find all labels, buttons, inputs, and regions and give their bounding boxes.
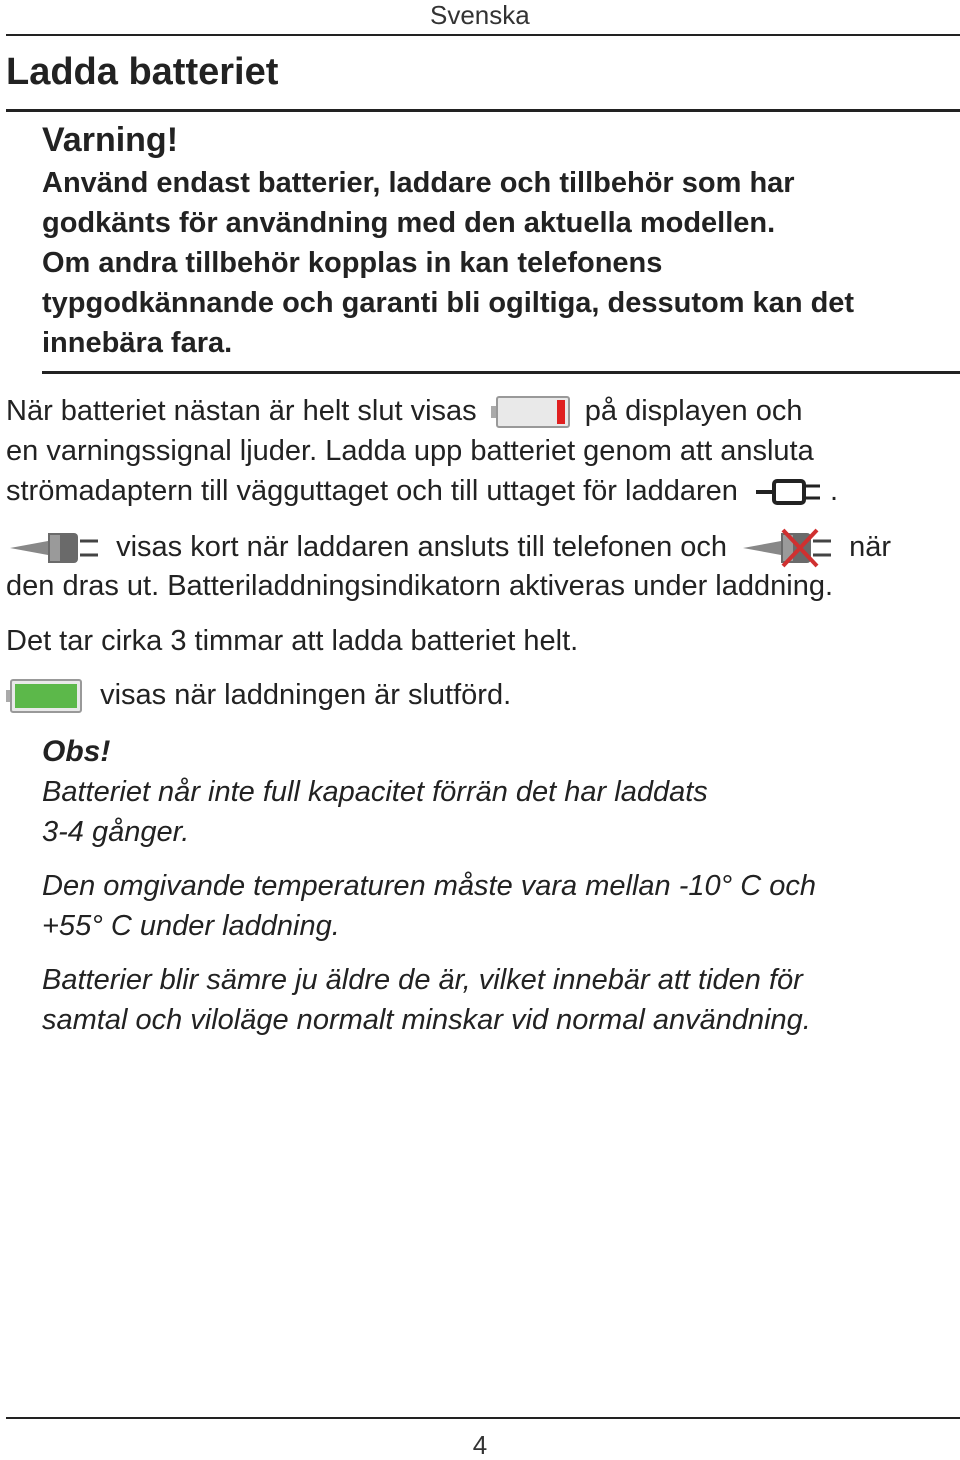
warning-heading: Varning! (42, 121, 179, 159)
plug-disconnected-icon (743, 528, 835, 568)
charger-line-1: visas kort när laddaren ansluts till telefonen och när (10, 527, 891, 568)
charger-socket-icon (756, 478, 828, 506)
charger-line-2: den dras ut. Batteriladdningsindikatorn aktiveras under laddning. (6, 570, 834, 602)
warning-line: Om andra tillbehör kopplas in kan telefonens (42, 247, 663, 279)
notes-heading: Obs! (42, 735, 111, 768)
charge-time: Det tar cirka 3 timmar att ladda batteriet helt. (6, 625, 579, 657)
low-battery-line-3: strömadaptern till vägguttaget och till uttaget för laddaren . (6, 475, 839, 507)
full-battery-line: visas när laddningen är slutförd. (6, 675, 511, 715)
page-number: 4 (472, 1430, 488, 1460)
note-1: Batteriet når inte full kapacitet förrän det har laddats 3-4 gånger. (42, 776, 708, 848)
note-2: Den omgivande temperaturen måste vara mellan -10° C och +55° C under laddning. (42, 870, 817, 942)
battery-full-icon (6, 678, 82, 714)
warning-line: innebära fara. (42, 327, 233, 359)
header-rule (6, 34, 960, 36)
low-battery-line-1: När batteriet nästan är helt slut visas på displayen och (6, 391, 802, 431)
footer-rule (6, 1417, 960, 1419)
warning-line: typgodkännande och garanti bli ogiltiga, dessutom kan det (42, 287, 855, 319)
warning-line: godkänts för användning med den aktuella modellen. (42, 207, 776, 239)
low-battery-line-2: en varningssignal ljuder. Ladda upp batteriet genom att ansluta (6, 435, 814, 467)
warning-rule (42, 371, 960, 374)
note-3: Batterier blir sämre ju äldre de är, vilket innebär att tiden för samtal och viloläge normalt minskar vid normal användning. (42, 964, 811, 1036)
language-label: Svenska (430, 0, 530, 30)
battery-low-icon (491, 395, 571, 429)
page-title: Ladda batteriet (6, 51, 279, 93)
plug-connected-icon (10, 530, 100, 566)
warning-line: Använd endast batterier, laddare och tillbehör som har (42, 167, 795, 199)
title-rule (6, 109, 960, 112)
warning-text (42, 163, 922, 363)
